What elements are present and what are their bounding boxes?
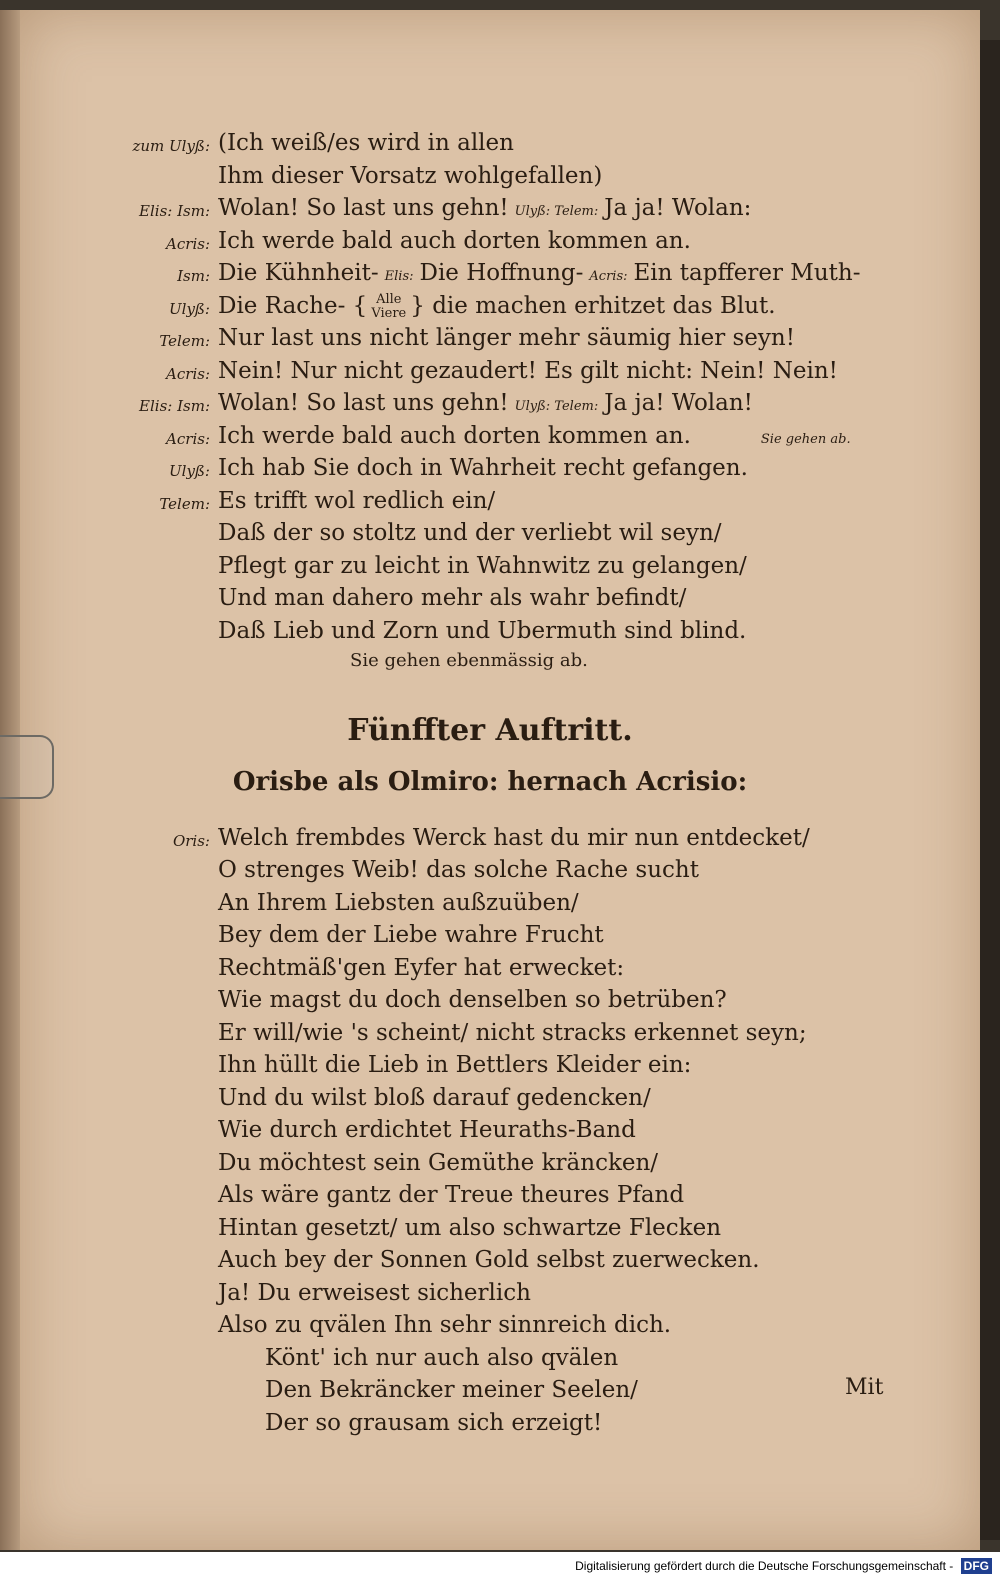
dialogue-line: [60, 1247, 920, 1280]
verse-part: Ich werde bald auch dorten kommen an.: [218, 422, 691, 449]
verse-text: [218, 553, 747, 579]
verse-text: [218, 585, 686, 611]
exit-direction-line: [60, 650, 920, 683]
speaker-label: Acris:: [166, 364, 210, 383]
verse-text: Könt' ich nur auch also qvälen: [265, 1344, 619, 1371]
dialogue-line: [60, 1410, 920, 1443]
verse-part: Die Kühnheit-: [218, 260, 379, 286]
verse-part: Die Rache-: [218, 292, 346, 319]
dialogue-line: [60, 553, 920, 586]
verse-part: (Ich weiß/es wird in allen: [218, 130, 514, 156]
dialogue-line: [60, 488, 920, 521]
verse-text: [218, 130, 514, 156]
text-block: [60, 130, 920, 1442]
dialogue-line: [60, 1280, 920, 1313]
dialogue-line: [60, 1182, 920, 1215]
dialogue-line: [60, 455, 920, 488]
dialogue-line: [60, 987, 920, 1020]
speaker-label: Telem:: [159, 494, 210, 513]
verse-text: [218, 228, 691, 254]
brace-top: Alle: [376, 291, 402, 307]
footer: [0, 1552, 1000, 1580]
dialogue-line: [60, 390, 920, 423]
verse-text: Die Rache- { Alle Viere } die machen erhitzet das Blut.: [218, 291, 776, 321]
scene-cast: Orisbe als Olmiro: hernach Acrisio:: [232, 766, 748, 797]
verse-part: Nur last uns nicht länger mehr säumig hier seyn!: [218, 325, 795, 351]
verse-text: [218, 618, 746, 644]
page-clip: [0, 735, 54, 799]
inline-speaker: Elis:: [384, 269, 414, 284]
verse-text: Auch bey der Sonnen Gold selbst zuerwecken.: [218, 1247, 760, 1273]
dialogue-line: [60, 1117, 920, 1150]
verse-part: Nein! Nur nicht gezaudert! Es gilt nicht: Nein! Nein!: [218, 357, 838, 384]
dialogue-line: [60, 825, 920, 858]
catchword: Mit: [845, 1375, 884, 1400]
speaker-label: Ism:: [177, 267, 210, 285]
verse-text: Den Bekräncker meiner Seelen/: [265, 1377, 638, 1403]
verse-text: Wie durch erdichtet Heuraths-Band: [218, 1117, 636, 1143]
verse-part: Wolan! So last uns gehn!: [218, 390, 509, 416]
verse-part: Ihm dieser Vorsatz wohlgefallen): [218, 162, 603, 189]
speaker-label: Telem:: [159, 332, 210, 350]
dialogue-line: [60, 1215, 920, 1248]
dialogue-line: [60, 857, 920, 890]
verse-text: Als wäre gantz der Treue theures Pfand: [218, 1182, 685, 1208]
speaker-label: Ulyß:: [169, 299, 210, 318]
dialogue-line: [60, 1020, 920, 1053]
verse-text: Rechtmäß'gen Eyfer hat erwecket:: [218, 954, 625, 981]
verse-text: Also zu qvälen Ihn sehr sinnreich dich.: [218, 1312, 672, 1338]
speaker-label: Ulyß:: [169, 462, 210, 480]
speaker-label: Elis: Ism:: [139, 397, 210, 415]
verse-text: Hintan gesetzt/ um also schwartze Flecken: [218, 1214, 722, 1241]
verse-text: [218, 423, 857, 449]
dialogue-line: [60, 130, 920, 163]
verse-text: [218, 195, 751, 221]
verse-part: Pflegt gar zu leicht in Wahnwitz zu gelangen/: [218, 552, 747, 579]
verse-part: Ja ja! Wolan:: [604, 195, 752, 221]
speaker-label: Acris:: [166, 234, 210, 253]
dialogue-line: [60, 163, 920, 196]
dialogue-line: [60, 1345, 920, 1378]
dialogue-line: [60, 1377, 920, 1410]
verse-part: Wolan! So last uns gehn!: [218, 195, 509, 221]
verse-text: [218, 358, 838, 384]
verse-text: Der so grausam sich erzeigt!: [265, 1409, 603, 1436]
speaker-label: Oris:: [172, 831, 210, 850]
dialogue-line: [60, 1150, 920, 1183]
speaker-label: Elis: Ism:: [139, 202, 210, 220]
verse-text: Ja! Du erweisest sicherlich: [218, 1279, 531, 1306]
scene2-dialogue: [60, 825, 920, 1443]
dialogue-line: [60, 585, 920, 618]
verse-text: Wie magst du doch denselben so betrüben?: [218, 987, 727, 1013]
verse-text: Welch frembdes Werck hast du mir nun entdecket/: [218, 824, 810, 851]
dialogue-line: [60, 1085, 920, 1118]
dialogue-line: [60, 1052, 920, 1085]
dfg-logo: DFG: [961, 1558, 992, 1574]
verse-part: Daß Lieb und Zorn und Ubermuth sind blind.: [218, 617, 747, 644]
verse-part: die machen erhitzet das Blut.: [432, 292, 776, 319]
scene-dialogue: [60, 130, 920, 650]
speaker-label: Acris:: [166, 429, 210, 448]
dialogue-line: [60, 293, 920, 326]
dialogue-line: [60, 520, 920, 553]
scene-title: Fünffter Auftritt.: [347, 712, 633, 748]
verse-text: [218, 488, 495, 514]
verse-text: [218, 260, 861, 286]
stage-direction: Sie gehen ebenmässig ab.: [350, 650, 588, 671]
inline-speaker: Acris:: [589, 269, 628, 284]
inline-speaker: Ulyß: Telem:: [514, 204, 599, 219]
dialogue-line: [60, 955, 920, 988]
brace-bottom: Viere: [371, 305, 407, 321]
verse-text: Er will/wie 's scheint/ nicht stracks erkennet seyn;: [218, 1019, 807, 1046]
verse-text: An Ihrem Liebsten außzuüben/: [218, 889, 579, 916]
verse-text: [218, 520, 722, 546]
verse-part: Die Hoffnung-: [419, 260, 584, 286]
verse-part: Es trifft wol redlich ein/: [218, 487, 496, 514]
verse-part: Ich werde bald auch dorten kommen an.: [218, 227, 691, 254]
verse-text: [218, 390, 753, 416]
dialogue-line: [60, 358, 920, 391]
footer-text: Digitalisierung gefördert durch die Deutsche Forschungsgemeinschaft -: [575, 1559, 954, 1573]
dialogue-line: [60, 1312, 920, 1345]
verse-text: Bey dem der Liebe wahre Frucht: [218, 922, 604, 948]
fore-edge: [980, 40, 1000, 1540]
dialogue-line: [60, 423, 920, 456]
dialogue-line: [60, 890, 920, 923]
verse-part: Und man dahero mehr als wahr befindt/: [218, 585, 687, 611]
dialogue-line: [60, 325, 920, 358]
stage-direction: Sie gehen ab.: [760, 431, 851, 447]
verse-text: O strenges Weib! das solche Rache sucht: [218, 857, 699, 883]
brace-group: [371, 293, 406, 321]
verse-text: [218, 163, 602, 189]
verse-part: Ja ja! Wolan!: [604, 390, 753, 416]
dialogue-line: [60, 618, 920, 651]
dialogue-line: [60, 228, 920, 261]
verse-text: [218, 325, 795, 351]
verse-part: Ein tapfferer Muth-: [633, 260, 861, 286]
dialogue-line: [60, 922, 920, 955]
speaker-label: zum Ulyß:: [132, 137, 210, 155]
inline-speaker: Ulyß: Telem:: [514, 399, 599, 414]
verse-text: [218, 455, 748, 481]
dialogue-line: [60, 260, 920, 293]
verse-text: Ihn hüllt die Lieb in Bettlers Kleider ein:: [218, 1052, 692, 1078]
verse-text: Du möchtest sein Gemüthe kräncken/: [218, 1149, 659, 1176]
verse-part: Ich hab Sie doch in Wahrheit recht gefangen.: [218, 455, 748, 481]
verse-text: Und du wilst bloß darauf gedencken/: [218, 1084, 651, 1111]
verse-part: Daß der so stoltz und der verliebt wil seyn/: [218, 520, 722, 546]
dialogue-line: [60, 195, 920, 228]
